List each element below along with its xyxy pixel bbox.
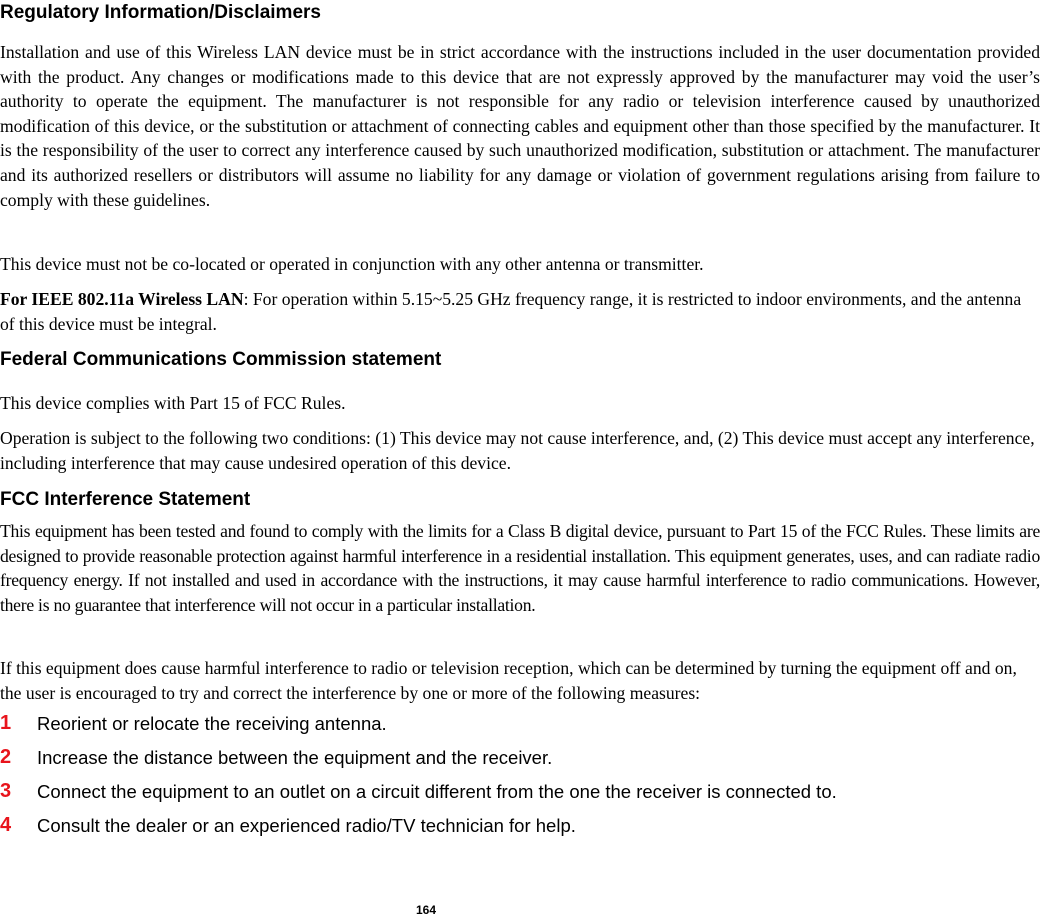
list-item xyxy=(0,712,1040,746)
step-text: Reorient or relocate the receiving antenna. xyxy=(37,713,387,734)
step-number: 1 xyxy=(0,712,12,734)
step-text: Increase the distance between the equipment and the receiver. xyxy=(37,747,553,768)
page-number: 164 xyxy=(416,903,437,917)
step-text: Connect the equipment to an outlet on a circuit different from the one the receiver is connected to. xyxy=(37,781,837,802)
fcc-interference-heading: FCC Interference Statement xyxy=(0,489,251,510)
fcc-interference-paragraph-2: If this equipment does cause harmful interference to radio or television reception, which can be determined by turning the equipment off and on, the user is encouraged to try and correct the interference by one or more of the following measures: xyxy=(0,658,1017,703)
fcc-statement-paragraph-2: Operation is subject to the following two conditions: (1) This device may not cause interference, and, (2) This device must accept any interference, including interference that may cause undesired operation of this device. xyxy=(0,428,1035,473)
regulatory-paragraph-2: This device must not be co-located or operated in conjunction with any other antenna or transmitter. xyxy=(0,254,704,274)
corrective-measures-list xyxy=(0,712,1040,848)
fcc-statement-paragraph-1: This device complies with Part 15 of FCC Rules. xyxy=(0,393,346,413)
step-number: 2 xyxy=(0,746,12,768)
step-number: 3 xyxy=(0,780,12,802)
list-item xyxy=(0,780,1040,814)
list-item xyxy=(0,814,1040,848)
regulatory-paragraph-3 xyxy=(0,287,1040,336)
step-number: 4 xyxy=(0,814,12,836)
list-item xyxy=(0,746,1040,780)
fcc-interference-paragraph-1: This equipment has been tested and found to comply with the limits for a Class B digital device, pursuant to Part 15 of the FCC Rules. These limits are designed to provide reasonable protection against harmful interference in a residential installation. This equipment generates, uses, and can radiate radio frequency energy. If not installed and used in accordance with the instructions, it may cause harmful interference to radio communications. However, there is no guarantee that interference will not occur in a particular installation. xyxy=(0,521,1040,615)
ieee-lead-text: For IEEE 802.11a Wireless LAN xyxy=(0,289,244,309)
step-text: Consult the dealer or an experienced radio/TV technician for help. xyxy=(37,815,576,836)
regulatory-paragraph-1: Installation and use of this Wireless LAN device must be in strict accordance with the instructions included in the user documentation provided with the product. Any changes or modifications made to this device that are not expressly approved by the manufacturer may void the user’s authority to operate the equipment. The manufacturer is not responsible for any radio or television interference caused by unauthorized modification of this device, or the substitution or attachment of connecting cables and equipment other than those specified by the manufacturer. It is the responsibility of the user to correct any interference caused by such unauthorized modification, substitution or attachment. The manufacturer and its authorized resellers or distributors will assume no liability for any damage or violation of government regulations arising from failure to comply with these guidelines. xyxy=(0,42,1040,210)
fcc-statement-heading: Federal Communications Commission statement xyxy=(0,349,442,370)
ieee-body-text: : For operation within 5.15~5.25 GHz frequency range, it is restricted to indoor environments, and the antenna of this device must be integral. xyxy=(0,289,1022,334)
regulatory-heading: Regulatory Information/Disclaimers xyxy=(0,2,321,23)
